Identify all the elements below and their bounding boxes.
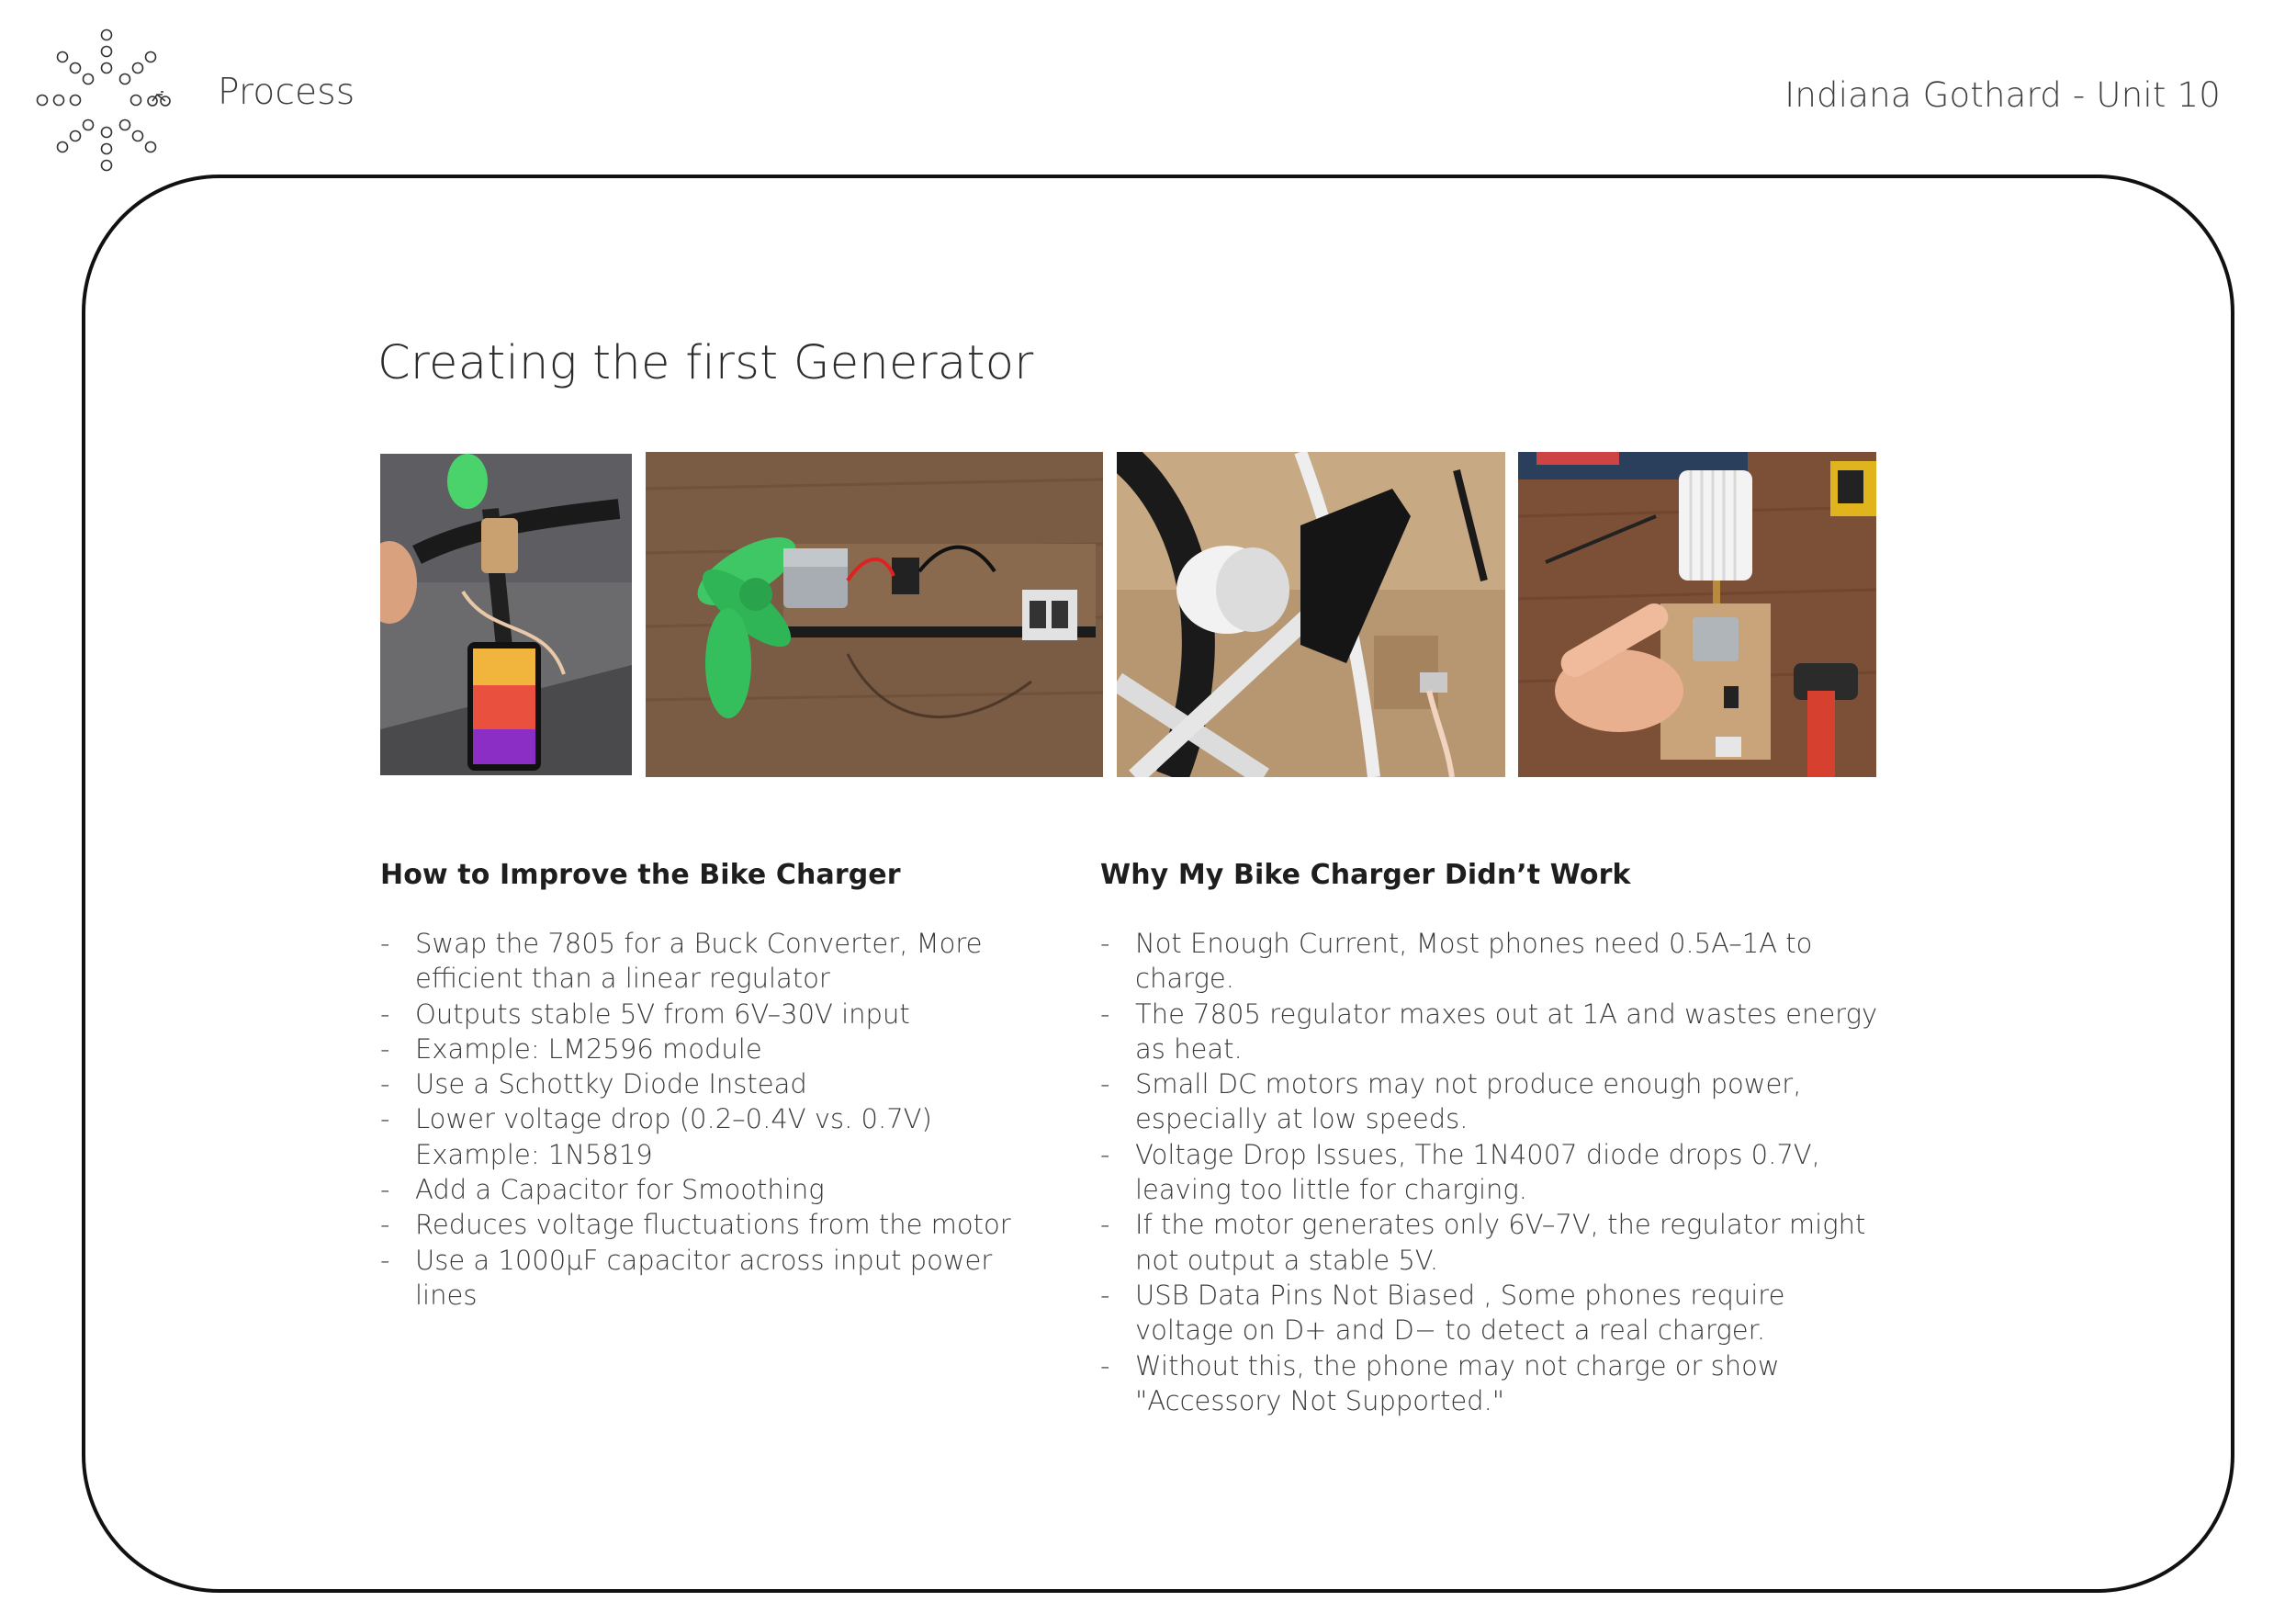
improve-list xyxy=(380,926,1041,1313)
list-item: - USB Data Pins Not Biased , Some phones require voltage on D+ and D− to detect a real charger. xyxy=(1100,1278,1890,1348)
photo-phone-on-handlebars xyxy=(380,454,632,775)
list-item: - Outputs stable 5V from 6V–30V input xyxy=(380,997,1041,1032)
section-title: Process xyxy=(218,72,355,113)
author-unit-label: Indiana Gothard - Unit 10 xyxy=(1784,75,2221,115)
list-item: - Voltage Drop Issues, The 1N4007 diode drops 0.7V, leaving too little for charging. xyxy=(1100,1137,1890,1208)
why-heading: Why My Bike Charger Didn’t Work xyxy=(1100,859,1631,891)
why-list xyxy=(1100,926,1890,1418)
photo-generator-on-wheel xyxy=(1117,452,1505,777)
page-heading: Creating the first Generator xyxy=(377,336,1034,390)
logo xyxy=(28,18,193,184)
photo-motor-roller-assembly xyxy=(1518,452,1876,777)
improve-section xyxy=(380,859,1041,1313)
list-item: - Example: LM2596 module xyxy=(380,1032,1041,1066)
list-item: - The 7805 regulator maxes out at 1A and wastes energy as heat. xyxy=(1100,997,1890,1067)
list-item: - Without this, the phone may not charge or show "Accessory Not Supported." xyxy=(1100,1348,1890,1419)
list-item: - Add a Capacitor for Smoothing xyxy=(380,1172,1041,1207)
improve-heading: How to Improve the Bike Charger xyxy=(380,859,901,891)
bike-wheel-logo-icon xyxy=(28,18,193,184)
list-item: - Use a 1000µF capacitor across input power lines xyxy=(380,1243,1041,1314)
list-item: - Swap the 7805 for a Buck Converter, More efficient than a linear regulator xyxy=(380,926,1041,997)
list-item: - Lower voltage drop (0.2–0.4V vs. 0.7V) Example: 1N5819 xyxy=(380,1101,1041,1172)
list-item: - Small DC motors may not produce enough power, especially at low speeds. xyxy=(1100,1066,1890,1137)
list-item: - Use a Schottky Diode Instead xyxy=(380,1066,1041,1101)
list-item: - Not Enough Current, Most phones need 0.5A–1A to charge. xyxy=(1100,926,1890,997)
list-item: - If the motor generates only 6V–7V, the regulator might not output a stable 5V. xyxy=(1100,1207,1890,1278)
list-item: - Reduces voltage fluctuations from the motor xyxy=(380,1207,1041,1242)
photo-fan-motor-circuit xyxy=(646,452,1103,777)
why-section xyxy=(1100,859,1890,1418)
